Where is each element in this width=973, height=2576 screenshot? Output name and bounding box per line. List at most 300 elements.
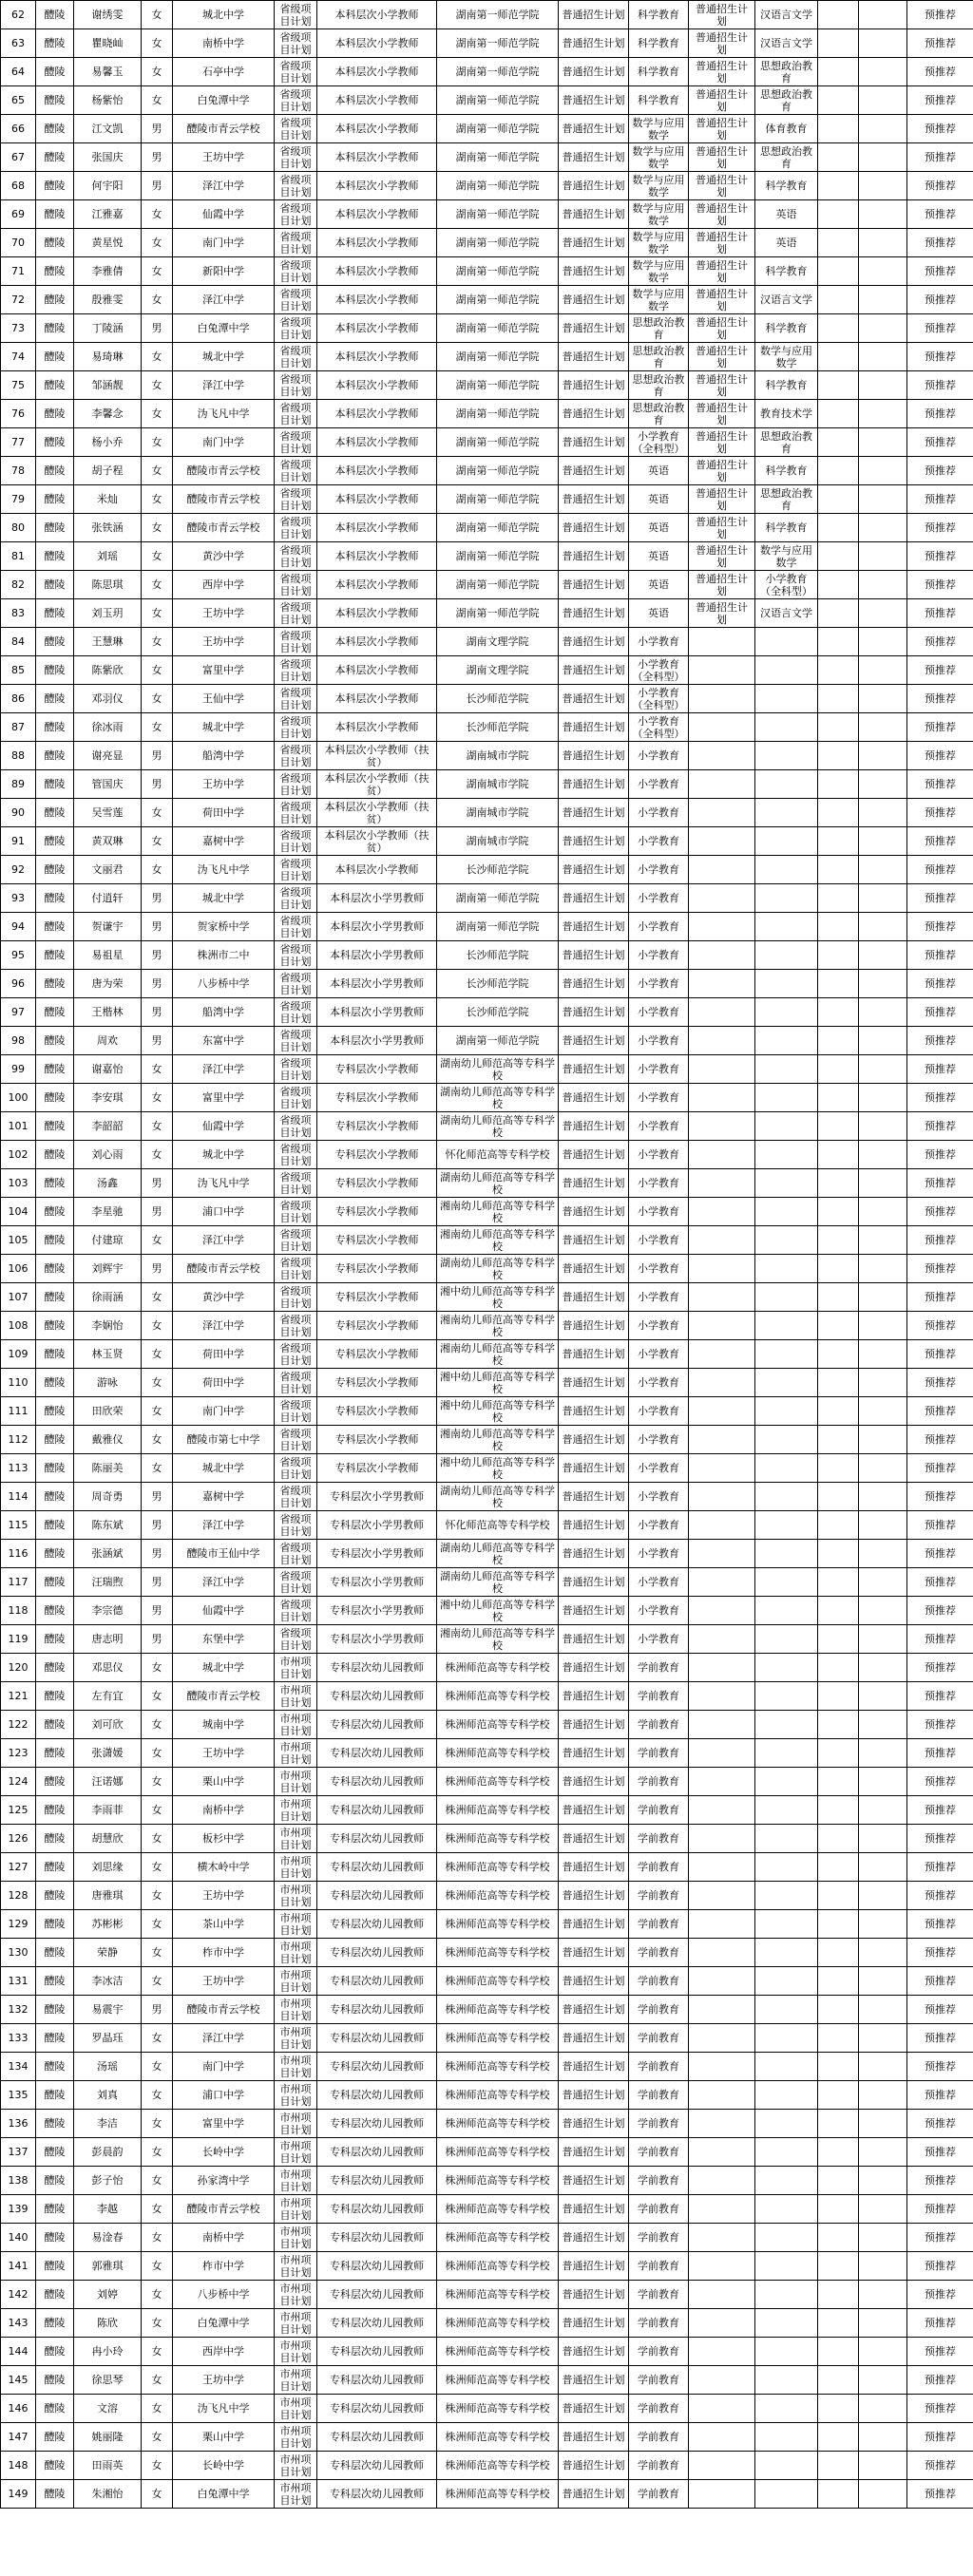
extra-2-cell xyxy=(859,1169,907,1198)
status-cell: 预推荐 xyxy=(907,2053,973,2081)
gender-cell: 男 xyxy=(142,115,173,143)
table-row xyxy=(1,656,973,685)
plan-type-cell: 市州项目计划 xyxy=(275,1853,317,1882)
extra-2-cell xyxy=(859,257,907,286)
gender-cell: 女 xyxy=(142,1939,173,1967)
status-cell: 预推荐 xyxy=(907,1825,973,1853)
enroll-plan-1-cell: 普通招生计划 xyxy=(559,827,629,856)
status-cell: 预推荐 xyxy=(907,1939,973,1967)
row-number-cell: 81 xyxy=(1,542,36,571)
extra-2-cell xyxy=(859,1597,907,1625)
college-cell: 湘中幼儿师范高等专科学校 xyxy=(437,1454,559,1483)
gender-cell: 女 xyxy=(142,1426,173,1454)
college-cell: 湖南第一师范学院 xyxy=(437,143,559,172)
table-row xyxy=(1,856,973,884)
plan-type-cell: 省级项目计划 xyxy=(275,485,317,514)
table-row xyxy=(1,1483,973,1511)
enroll-plan-1-cell: 普通招生计划 xyxy=(559,2138,629,2167)
plan-type-cell: 市州项目计划 xyxy=(275,1939,317,1967)
college-cell: 湖南第一师范学院 xyxy=(437,599,559,628)
plan-type-cell: 省级项目计划 xyxy=(275,1084,317,1112)
gender-cell: 女 xyxy=(142,856,173,884)
extra-1-cell xyxy=(818,485,859,514)
enroll-plan-2-cell: 普通招生计划 xyxy=(689,86,755,115)
table-row xyxy=(1,1825,973,1853)
student-name-cell: 陈东斌 xyxy=(74,1511,142,1540)
row-number-cell: 131 xyxy=(1,1967,36,1996)
table-row xyxy=(1,998,973,1027)
extra-2-cell xyxy=(859,1454,907,1483)
school-cell: 城北中学 xyxy=(173,1454,275,1483)
row-number-cell: 63 xyxy=(1,29,36,58)
county-cell: 醴陵 xyxy=(36,1597,74,1625)
enroll-plan-1-cell: 普通招生计划 xyxy=(559,200,629,229)
row-number-cell: 85 xyxy=(1,656,36,685)
enroll-plan-2-cell xyxy=(689,884,755,913)
county-cell: 醴陵 xyxy=(36,1255,74,1283)
county-cell: 醴陵 xyxy=(36,2224,74,2252)
gender-cell: 女 xyxy=(142,58,173,86)
row-number-cell: 139 xyxy=(1,2195,36,2224)
major-2-cell xyxy=(755,1939,818,1967)
extra-2-cell xyxy=(859,2110,907,2138)
major-1-cell: 学前教育 xyxy=(629,2024,689,2053)
college-cell: 湖南第一师范学院 xyxy=(437,115,559,143)
major-2-cell xyxy=(755,1853,818,1882)
training-level-cell: 专科层次幼儿园教师 xyxy=(317,1825,437,1853)
extra-1-cell xyxy=(818,457,859,485)
extra-2-cell xyxy=(859,827,907,856)
college-cell: 株洲师范高等专科学校 xyxy=(437,2452,559,2480)
enroll-plan-2-cell xyxy=(689,970,755,998)
plan-type-cell: 省级项目计划 xyxy=(275,941,317,970)
extra-1-cell xyxy=(818,2053,859,2081)
student-name-cell: 李安琪 xyxy=(74,1084,142,1112)
table-row xyxy=(1,1939,973,1967)
county-cell: 醴陵 xyxy=(36,1511,74,1540)
enroll-plan-2-cell xyxy=(689,1084,755,1112)
extra-2-cell xyxy=(859,485,907,514)
enroll-plan-2-cell xyxy=(689,713,755,742)
enroll-plan-1-cell: 普通招生计划 xyxy=(559,1027,629,1055)
enroll-plan-1-cell: 普通招生计划 xyxy=(559,172,629,200)
extra-1-cell xyxy=(818,2452,859,2480)
major-2-cell xyxy=(755,2423,818,2452)
gender-cell: 女 xyxy=(142,1283,173,1312)
school-cell: 南桥中学 xyxy=(173,2224,275,2252)
table-row xyxy=(1,1112,973,1141)
enroll-plan-1-cell: 普通招生计划 xyxy=(559,713,629,742)
major-1-cell: 小学教育 xyxy=(629,1540,689,1568)
status-cell: 预推荐 xyxy=(907,571,973,599)
status-cell: 预推荐 xyxy=(907,1340,973,1369)
major-1-cell: 小学教育 xyxy=(629,1027,689,1055)
county-cell: 醴陵 xyxy=(36,1711,74,1739)
extra-2-cell xyxy=(859,2395,907,2423)
major-1-cell: 小学教育 xyxy=(629,827,689,856)
college-cell: 湖南幼儿师范高等专科学校 xyxy=(437,1169,559,1198)
school-cell: 城北中学 xyxy=(173,343,275,371)
gender-cell: 男 xyxy=(142,1540,173,1568)
extra-2-cell xyxy=(859,200,907,229)
county-cell: 醴陵 xyxy=(36,1454,74,1483)
row-number-cell: 74 xyxy=(1,343,36,371)
plan-type-cell: 省级项目计划 xyxy=(275,343,317,371)
training-level-cell: 本科层次小学教师 xyxy=(317,542,437,571)
major-2-cell xyxy=(755,2338,818,2366)
extra-1-cell xyxy=(818,1141,859,1169)
major-2-cell: 汉语言文学 xyxy=(755,29,818,58)
training-level-cell: 专科层次幼儿园教师 xyxy=(317,1910,437,1939)
training-level-cell: 本科层次小学教师 xyxy=(317,571,437,599)
training-level-cell: 本科层次小学教师 xyxy=(317,343,437,371)
county-cell: 醴陵 xyxy=(36,1625,74,1654)
school-cell: 王坊中学 xyxy=(173,770,275,799)
school-cell: 浦口中学 xyxy=(173,1198,275,1226)
extra-1-cell xyxy=(818,2395,859,2423)
enroll-plan-1-cell: 普通招生计划 xyxy=(559,58,629,86)
plan-type-cell: 省级项目计划 xyxy=(275,29,317,58)
enroll-plan-1-cell: 普通招生计划 xyxy=(559,343,629,371)
row-number-cell: 83 xyxy=(1,599,36,628)
college-cell: 湖南第一师范学院 xyxy=(437,172,559,200)
training-level-cell: 专科层次幼儿园教师 xyxy=(317,1939,437,1967)
table-row xyxy=(1,2167,973,2195)
school-cell: 板杉中学 xyxy=(173,1825,275,1853)
extra-2-cell xyxy=(859,713,907,742)
table-row xyxy=(1,628,973,656)
college-cell: 湖南幼儿师范高等专科学校 xyxy=(437,1255,559,1283)
table-row xyxy=(1,2395,973,2423)
school-cell: 东富中学 xyxy=(173,1027,275,1055)
status-cell: 预推荐 xyxy=(907,970,973,998)
table-row xyxy=(1,514,973,542)
student-name-cell: 陈紫欣 xyxy=(74,656,142,685)
status-cell: 预推荐 xyxy=(907,1910,973,1939)
plan-type-cell: 省级项目计划 xyxy=(275,1198,317,1226)
extra-1-cell xyxy=(818,599,859,628)
student-name-cell: 田雨英 xyxy=(74,2452,142,2480)
major-2-cell xyxy=(755,685,818,713)
student-name-cell: 付建琼 xyxy=(74,1226,142,1255)
status-cell: 预推荐 xyxy=(907,827,973,856)
college-cell: 长沙师范学院 xyxy=(437,998,559,1027)
enroll-plan-2-cell xyxy=(689,1654,755,1682)
major-1-cell: 数学与应用数学 xyxy=(629,143,689,172)
school-cell: 孙家湾中学 xyxy=(173,2167,275,2195)
gender-cell: 女 xyxy=(142,1825,173,1853)
major-1-cell: 英语 xyxy=(629,485,689,514)
table-row xyxy=(1,1711,973,1739)
table-row xyxy=(1,2309,973,2338)
plan-type-cell: 省级项目计划 xyxy=(275,1625,317,1654)
row-number-cell: 62 xyxy=(1,1,36,29)
row-number-cell: 137 xyxy=(1,2138,36,2167)
county-cell: 醴陵 xyxy=(36,1910,74,1939)
plan-type-cell: 市州项目计划 xyxy=(275,1796,317,1825)
row-number-cell: 142 xyxy=(1,2281,36,2309)
plan-type-cell: 市州项目计划 xyxy=(275,2110,317,2138)
status-cell: 预推荐 xyxy=(907,1169,973,1198)
extra-2-cell xyxy=(859,1483,907,1511)
enroll-plan-1-cell: 普通招生计划 xyxy=(559,1654,629,1682)
school-cell: 醴陵市青云学校 xyxy=(173,1682,275,1711)
county-cell: 醴陵 xyxy=(36,1939,74,1967)
student-name-cell: 戴雅仪 xyxy=(74,1426,142,1454)
major-2-cell xyxy=(755,2110,818,2138)
row-number-cell: 101 xyxy=(1,1112,36,1141)
row-number-cell: 138 xyxy=(1,2167,36,2195)
plan-type-cell: 省级项目计划 xyxy=(275,884,317,913)
training-level-cell: 本科层次小学男教师 xyxy=(317,884,437,913)
plan-type-cell: 市州项目计划 xyxy=(275,1882,317,1910)
county-cell: 醴陵 xyxy=(36,457,74,485)
status-cell: 预推荐 xyxy=(907,884,973,913)
school-cell: 醴陵市青云学校 xyxy=(173,514,275,542)
county-cell: 醴陵 xyxy=(36,1,74,29)
extra-1-cell xyxy=(818,884,859,913)
major-2-cell: 科学教育 xyxy=(755,457,818,485)
county-cell: 醴陵 xyxy=(36,799,74,827)
status-cell: 预推荐 xyxy=(907,656,973,685)
extra-2-cell xyxy=(859,1084,907,1112)
enroll-plan-2-cell xyxy=(689,1910,755,1939)
table-row xyxy=(1,457,973,485)
college-cell: 株洲师范高等专科学校 xyxy=(437,1882,559,1910)
school-cell: 仙霞中学 xyxy=(173,1112,275,1141)
school-cell: 浦口中学 xyxy=(173,2081,275,2110)
gender-cell: 男 xyxy=(142,1511,173,1540)
training-level-cell: 本科层次小学教师 xyxy=(317,1,437,29)
row-number-cell: 147 xyxy=(1,2423,36,2452)
school-cell: 茶山中学 xyxy=(173,1910,275,1939)
major-1-cell: 数学与应用数学 xyxy=(629,257,689,286)
status-cell: 预推荐 xyxy=(907,1882,973,1910)
status-cell: 预推荐 xyxy=(907,1084,973,1112)
college-cell: 湘南幼儿师范高等专科学校 xyxy=(437,1426,559,1454)
status-cell: 预推荐 xyxy=(907,2224,973,2252)
college-cell: 湖南第一师范学院 xyxy=(437,200,559,229)
gender-cell: 女 xyxy=(142,200,173,229)
plan-type-cell: 省级项目计划 xyxy=(275,656,317,685)
enroll-plan-1-cell: 普通招生计划 xyxy=(559,1426,629,1454)
status-cell: 预推荐 xyxy=(907,1312,973,1340)
extra-1-cell xyxy=(818,2252,859,2281)
plan-type-cell: 市州项目计划 xyxy=(275,2053,317,2081)
row-number-cell: 148 xyxy=(1,2452,36,2480)
status-cell: 预推荐 xyxy=(907,1796,973,1825)
county-cell: 醴陵 xyxy=(36,685,74,713)
training-level-cell: 专科层次幼儿园教师 xyxy=(317,2395,437,2423)
enroll-plan-1-cell: 普通招生计划 xyxy=(559,1454,629,1483)
status-cell: 预推荐 xyxy=(907,1568,973,1597)
enroll-plan-2-cell xyxy=(689,2366,755,2395)
school-cell: 西岸中学 xyxy=(173,2338,275,2366)
extra-1-cell xyxy=(818,115,859,143)
table-row xyxy=(1,1540,973,1568)
status-cell: 预推荐 xyxy=(907,1483,973,1511)
extra-1-cell xyxy=(818,2138,859,2167)
extra-2-cell xyxy=(859,286,907,314)
college-cell: 湖南第一师范学院 xyxy=(437,913,559,941)
status-cell: 预推荐 xyxy=(907,314,973,343)
training-level-cell: 本科层次小学教师 xyxy=(317,29,437,58)
school-cell: 醴陵市第七中学 xyxy=(173,1426,275,1454)
enroll-plan-2-cell: 普通招生计划 xyxy=(689,314,755,343)
extra-2-cell xyxy=(859,1511,907,1540)
enroll-plan-2-cell xyxy=(689,1825,755,1853)
school-cell: 西岸中学 xyxy=(173,571,275,599)
plan-type-cell: 省级项目计划 xyxy=(275,1540,317,1568)
extra-2-cell xyxy=(859,2423,907,2452)
gender-cell: 男 xyxy=(142,314,173,343)
enroll-plan-2-cell: 普通招生计划 xyxy=(689,29,755,58)
extra-1-cell xyxy=(818,1711,859,1739)
enroll-plan-1-cell: 普通招生计划 xyxy=(559,1084,629,1112)
extra-1-cell xyxy=(818,1540,859,1568)
gender-cell: 女 xyxy=(142,1340,173,1369)
major-1-cell: 小学教育 xyxy=(629,1084,689,1112)
gender-cell: 女 xyxy=(142,2281,173,2309)
county-cell: 醴陵 xyxy=(36,2167,74,2195)
enroll-plan-2-cell xyxy=(689,1226,755,1255)
extra-2-cell xyxy=(859,2167,907,2195)
training-level-cell: 专科层次幼儿园教师 xyxy=(317,1654,437,1682)
student-name-cell: 周欢 xyxy=(74,1027,142,1055)
table-row xyxy=(1,2281,973,2309)
training-level-cell: 本科层次小学男教师 xyxy=(317,913,437,941)
student-name-cell: 瞿晓屾 xyxy=(74,29,142,58)
major-1-cell: 学前教育 xyxy=(629,2309,689,2338)
row-number-cell: 132 xyxy=(1,1996,36,2024)
training-level-cell: 本科层次小学教师 xyxy=(317,115,437,143)
row-number-cell: 113 xyxy=(1,1454,36,1483)
row-number-cell: 71 xyxy=(1,257,36,286)
row-number-cell: 72 xyxy=(1,286,36,314)
county-cell: 醴陵 xyxy=(36,1112,74,1141)
major-2-cell xyxy=(755,2195,818,2224)
major-1-cell: 思想政治教育 xyxy=(629,343,689,371)
extra-1-cell xyxy=(818,2110,859,2138)
extra-1-cell xyxy=(818,257,859,286)
row-number-cell: 95 xyxy=(1,941,36,970)
status-cell: 预推荐 xyxy=(907,713,973,742)
gender-cell: 女 xyxy=(142,485,173,514)
major-2-cell: 数学与应用数学 xyxy=(755,343,818,371)
college-cell: 长沙师范学院 xyxy=(437,685,559,713)
major-2-cell xyxy=(755,2167,818,2195)
enroll-plan-1-cell: 普通招生计划 xyxy=(559,29,629,58)
gender-cell: 女 xyxy=(142,571,173,599)
status-cell: 预推荐 xyxy=(907,371,973,400)
plan-type-cell: 省级项目计划 xyxy=(275,1426,317,1454)
enroll-plan-2-cell: 普通招生计划 xyxy=(689,200,755,229)
extra-1-cell xyxy=(818,1825,859,1853)
status-cell: 预推荐 xyxy=(907,1454,973,1483)
plan-type-cell: 省级项目计划 xyxy=(275,1483,317,1511)
extra-2-cell xyxy=(859,2024,907,2053)
status-cell: 预推荐 xyxy=(907,856,973,884)
plan-type-cell: 省级项目计划 xyxy=(275,400,317,428)
enroll-plan-1-cell: 普通招生计划 xyxy=(559,1,629,29)
enroll-plan-1-cell: 普通招生计划 xyxy=(559,941,629,970)
college-cell: 株洲师范高等专科学校 xyxy=(437,2224,559,2252)
training-level-cell: 专科层次幼儿园教师 xyxy=(317,1711,437,1739)
training-level-cell: 专科层次幼儿园教师 xyxy=(317,1853,437,1882)
major-2-cell xyxy=(755,1825,818,1853)
school-cell: 泽江中学 xyxy=(173,286,275,314)
enroll-plan-2-cell xyxy=(689,1540,755,1568)
major-1-cell: 小学教育 xyxy=(629,1312,689,1340)
enroll-plan-2-cell xyxy=(689,2053,755,2081)
enroll-plan-2-cell xyxy=(689,799,755,827)
student-name-cell: 李洁 xyxy=(74,2110,142,2138)
gender-cell: 女 xyxy=(142,229,173,257)
major-1-cell: 学前教育 xyxy=(629,2423,689,2452)
major-2-cell xyxy=(755,1483,818,1511)
enroll-plan-1-cell: 普通招生计划 xyxy=(559,314,629,343)
table-row xyxy=(1,172,973,200)
extra-1-cell xyxy=(818,343,859,371)
plan-type-cell: 省级项目计划 xyxy=(275,827,317,856)
status-cell: 预推荐 xyxy=(907,941,973,970)
major-2-cell xyxy=(755,884,818,913)
extra-1-cell xyxy=(818,143,859,172)
plan-type-cell: 市州项目计划 xyxy=(275,2338,317,2366)
table-row xyxy=(1,400,973,428)
gender-cell: 女 xyxy=(142,1141,173,1169)
plan-type-cell: 省级项目计划 xyxy=(275,314,317,343)
row-number-cell: 127 xyxy=(1,1853,36,1882)
training-level-cell: 本科层次小学男教师 xyxy=(317,1027,437,1055)
extra-1-cell xyxy=(818,1426,859,1454)
extra-2-cell xyxy=(859,2224,907,2252)
student-name-cell: 邹涵靓 xyxy=(74,371,142,400)
status-cell: 预推荐 xyxy=(907,1597,973,1625)
plan-type-cell: 省级项目计划 xyxy=(275,1397,317,1426)
major-1-cell: 小学教育（全科型） xyxy=(629,656,689,685)
major-2-cell: 英语 xyxy=(755,229,818,257)
enroll-plan-2-cell xyxy=(689,827,755,856)
enroll-plan-2-cell xyxy=(689,1597,755,1625)
extra-2-cell xyxy=(859,58,907,86)
row-number-cell: 118 xyxy=(1,1597,36,1625)
enroll-plan-2-cell xyxy=(689,1340,755,1369)
college-cell: 株洲师范高等专科学校 xyxy=(437,1739,559,1768)
enroll-plan-2-cell xyxy=(689,856,755,884)
extra-2-cell xyxy=(859,1312,907,1340)
training-level-cell: 专科层次幼儿园教师 xyxy=(317,2081,437,2110)
training-level-cell: 本科层次小学教师 xyxy=(317,200,437,229)
major-2-cell xyxy=(755,628,818,656)
extra-1-cell xyxy=(818,1796,859,1825)
county-cell: 醴陵 xyxy=(36,1796,74,1825)
school-cell: 沩飞凡中学 xyxy=(173,400,275,428)
extra-1-cell xyxy=(818,1939,859,1967)
school-cell: 船湾中学 xyxy=(173,998,275,1027)
student-name-cell: 彭子怡 xyxy=(74,2167,142,2195)
table-body xyxy=(1,1,973,2509)
college-cell: 湖南第一师范学院 xyxy=(437,343,559,371)
gender-cell: 女 xyxy=(142,1682,173,1711)
training-level-cell: 专科层次幼儿园教师 xyxy=(317,2309,437,2338)
status-cell: 预推荐 xyxy=(907,29,973,58)
row-number-cell: 143 xyxy=(1,2309,36,2338)
county-cell: 醴陵 xyxy=(36,1483,74,1511)
table-row xyxy=(1,58,973,86)
extra-1-cell xyxy=(818,172,859,200)
extra-2-cell xyxy=(859,2195,907,2224)
